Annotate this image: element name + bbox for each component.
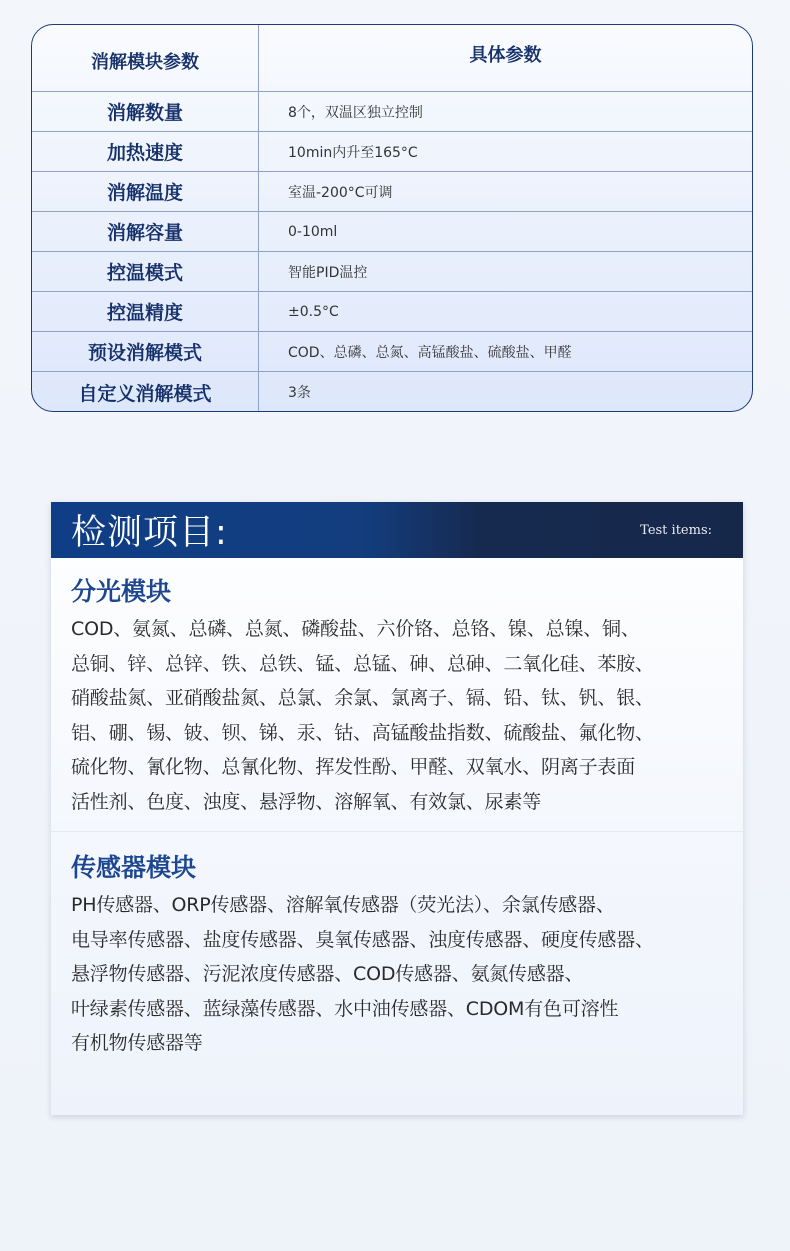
digestion-parameter-table — [31, 24, 753, 412]
table-row — [32, 132, 752, 172]
row-value: 8个，双温区独立控制 — [288, 104, 423, 121]
text-line: 铝、硼、锡、铍、钡、锑、汞、钴、高锰酸盐指数、硫酸盐、氟化物、 — [71, 721, 654, 744]
text-line: 硫化物、氰化物、总氰化物、挥发性酚、甲醛、双氧水、阴离子表面 — [71, 756, 636, 778]
spectro-module-heading: 分光模块 — [71, 577, 172, 606]
text-line: 电导率传感器、盐度传感器、臭氧传感器、浊度传感器、硬度传感器、 — [71, 928, 654, 951]
table-header-left: 消解模块参数 — [32, 25, 259, 91]
sensor-module-text — [71, 888, 723, 1061]
text-line: PH传感器、ORP传感器、溶解氧传感器（荧光法）、余氯传感器、 — [71, 894, 615, 916]
detection-banner — [51, 502, 743, 558]
row-value: 室温-200°C可调 — [288, 184, 393, 201]
table-row — [32, 212, 752, 252]
table-header-right: 具体参数 — [469, 45, 542, 66]
row-label: 自定义消解模式 — [32, 372, 259, 412]
text-line: 活性剂、色度、浊度、悬浮物、溶解氧、有效氯、尿素等 — [71, 790, 542, 813]
row-value: 3条 — [288, 385, 311, 401]
row-label: 加热速度 — [32, 132, 259, 171]
row-value: 10min内升至165°C — [288, 144, 418, 161]
text-line: 硝酸盐氮、亚硝酸盐氮、总氯、余氯、氯离子、镉、铅、钛、钒、银、 — [71, 687, 654, 709]
row-label: 消解容量 — [32, 212, 259, 251]
table-row — [32, 252, 752, 292]
spectro-module-section — [51, 558, 743, 819]
table-row — [32, 292, 752, 332]
table-row — [32, 372, 752, 412]
text-line: 悬浮物传感器、污泥浓度传感器、COD传感器、氨氮传感器、 — [71, 963, 584, 985]
row-label: 控温精度 — [32, 292, 259, 331]
sensor-module-section — [51, 832, 743, 1061]
row-value: ±0.5°C — [288, 303, 339, 320]
detection-subtitle: Test items: — [640, 522, 712, 538]
text-line: 叶绿素传感器、蓝绿藻传感器、水中油传感器、CDOM有色可溶性 — [71, 997, 619, 1020]
table-header-row — [32, 25, 752, 92]
spectro-module-text — [71, 612, 723, 819]
text-line: 有机物传感器等 — [71, 1032, 203, 1054]
table-row — [32, 92, 752, 132]
text-line: COD、氨氮、总磷、总氮、磷酸盐、六价铬、总铬、镍、总镍、铜、 — [71, 618, 640, 640]
detection-title: 检测项目: — [71, 513, 228, 553]
row-label: 消解温度 — [32, 172, 259, 211]
row-label: 控温模式 — [32, 252, 259, 291]
sensor-module-heading: 传感器模块 — [71, 853, 197, 882]
row-value: 0-10ml — [288, 223, 338, 240]
row-label: 消解数量 — [32, 92, 259, 131]
row-value: COD、总磷、总氮、高锰酸盐、硫酸盐、甲醛 — [288, 344, 572, 361]
table-row — [32, 172, 752, 212]
row-label: 预设消解模式 — [32, 332, 259, 371]
table-row — [32, 332, 752, 372]
detection-items-panel — [51, 502, 743, 1115]
row-value: 智能PID温控 — [288, 264, 368, 281]
text-line: 总铜、锌、总锌、铁、总铁、锰、总锰、砷、总砷、二氧化硅、苯胺、 — [71, 652, 654, 675]
